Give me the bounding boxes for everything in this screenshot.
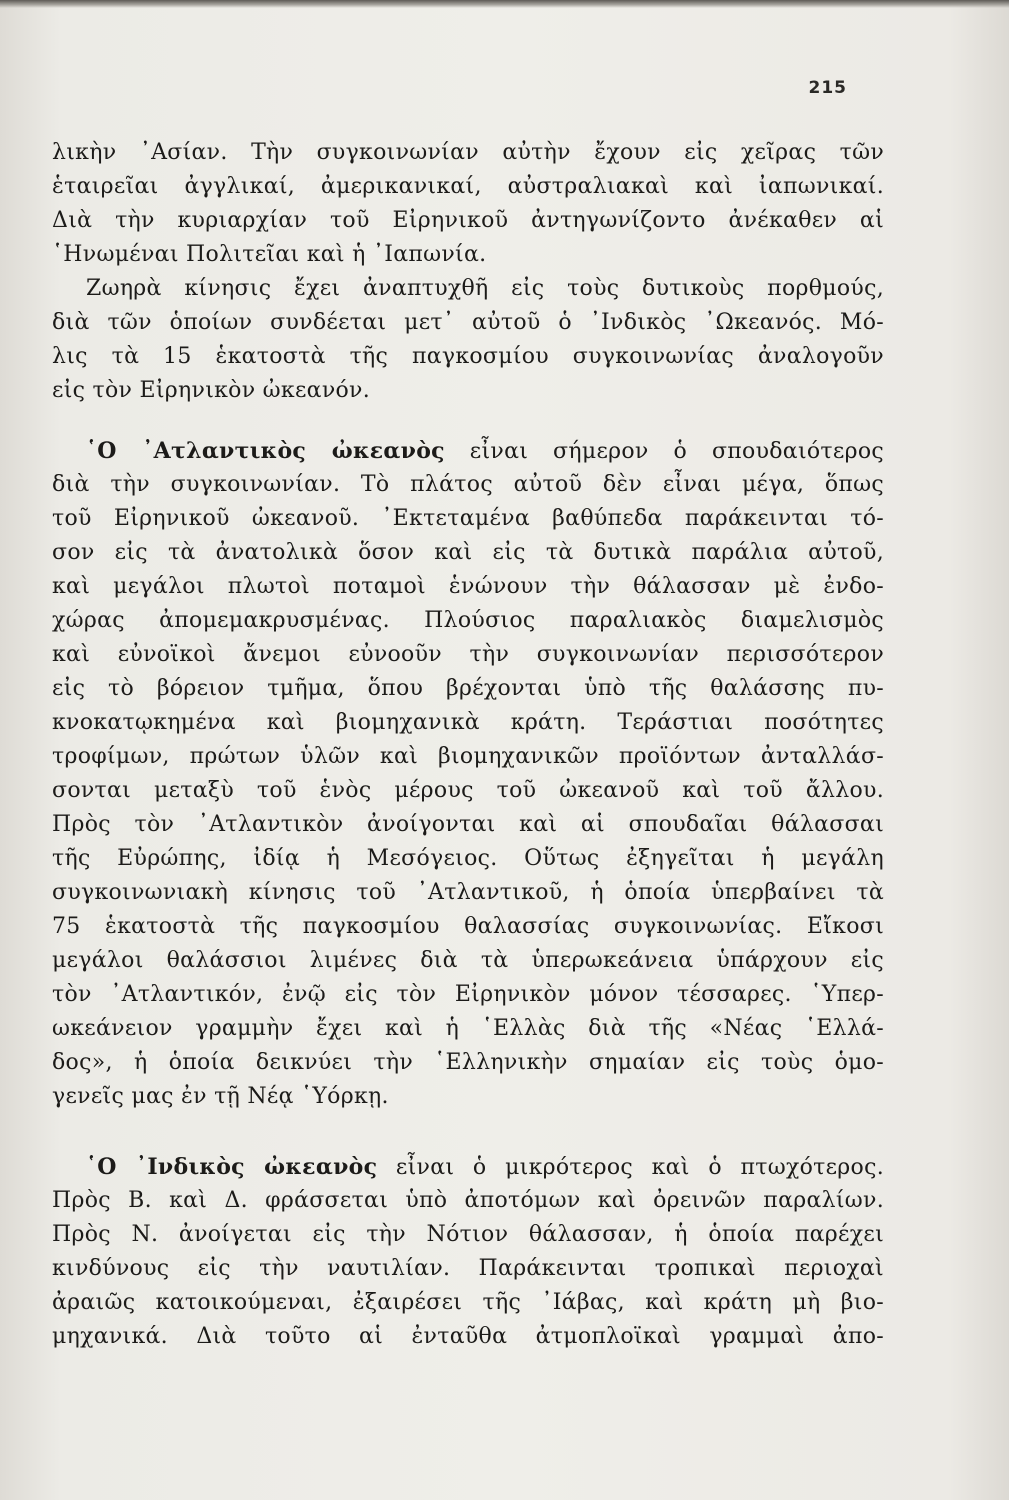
text-line: Πρὸς τὸν ᾿Ατλαντικὸν ἀνοίγονται καὶ αἱ σπουδαῖαι θάλασσαι <box>52 812 884 837</box>
text-line: λικὴν ᾿Ασίαν. Τὴν συγκοινωνίαν αὐτὴν ἔχουν εἰς χεῖρας τῶν <box>52 140 884 165</box>
text-line: κινδύνους εἰς τὴν ναυτιλίαν. Παράκεινται τροπικαὶ περιοχαὶ <box>52 1256 884 1281</box>
text-line: τοῦ Εἰρηνικοῦ ὠκεανοῦ. ᾿Εκτεταμένα βαθύπεδα παράκεινται τό- <box>52 506 884 531</box>
text-line: καὶ εὐνοϊκοὶ ἄνεμοι εὐνοοῦν τὴν συγκοινωνίαν περισσότερον <box>52 642 884 667</box>
text-line: ῾Ηνωμέναι Πολιτεῖαι καὶ ἡ ᾿Ιαπωνία. <box>52 242 487 267</box>
text-line: μηχανικά. Διὰ τοῦτο αἱ ἐνταῦθα ἀτμοπλοϊκαὶ γραμμαὶ ἀπο- <box>52 1324 884 1349</box>
text-line: γενεῖς μας ἐν τῇ Νέᾳ ῾Υόρκῃ. <box>52 1084 389 1109</box>
text-line <box>52 434 884 468</box>
text-line <box>52 1150 884 1184</box>
text-line: λις τὰ 15 ἑκατοστὰ τῆς παγκοσμίου συγκοινωνίας ἀναλογοῦν <box>52 344 884 369</box>
text-line: τροφίμων, πρώτων ὑλῶν καὶ βιομηχανικῶν προϊόντων ἀνταλλάσ- <box>52 744 884 769</box>
text-line: Ζωηρὰ κίνησις ἔχει ἀναπτυχθῆ εἰς τοὺς δυτικοὺς πορθμούς, <box>86 276 884 301</box>
text-line: Πρὸς Β. καὶ Δ. φράσσεται ὑπὸ ἀποτόμων καὶ ὀρεινῶν παραλίων. <box>52 1188 884 1213</box>
text-line: κνοκατῳκημένα καὶ βιομηχανικὰ κράτη. Τεράστιαι ποσότητες <box>52 710 884 735</box>
text-line: τῆς Εὐρώπης, ἰδίᾳ ἡ Μεσόγειος. Οὕτως ἐξηγεῖται ἡ μεγάλη <box>52 846 884 871</box>
text-line: ωκεάνειον γραμμὴν ἔχει καὶ ἡ ῾Ελλὰς διὰ τῆς «Νέας ῾Ελλά- <box>52 1016 884 1041</box>
section-term: ῾Ο ᾿Ινδικὸς ὠκεανὸς <box>86 1154 378 1180</box>
text-line: τὸν ᾿Ατλαντικόν, ἐνῷ εἰς τὸν Εἰρηνικὸν μόνον τέσσαρες. ῾Υπερ- <box>52 982 884 1007</box>
text-line: σονται μεταξὺ τοῦ ἑνὸς μέρους τοῦ ὠκεανοῦ καὶ τοῦ ἄλλου. <box>52 778 884 803</box>
text-line: εἰς τὸν Εἰρηνικὸν ὠκεανόν. <box>52 378 371 403</box>
text-line: καὶ μεγάλοι πλωτοὶ ποταμοὶ ἑνώνουν τὴν θάλασσαν μὲ ἐνδο- <box>52 574 884 599</box>
text-line: διὰ τὴν συγκοινωνίαν. Τὸ πλάτος αὐτοῦ δὲν εἶναι μέγα, ὅπως <box>52 472 884 497</box>
paragraph-atlantic <box>52 434 884 1114</box>
paragraph <box>52 136 884 272</box>
text-line: μεγάλοι θαλάσσιοι λιμένες διὰ τὰ ὑπερωκεάνεια ὑπάρχουν εἰς <box>52 948 884 973</box>
text-span: εἶναι ὁ μικρότερος καὶ ὁ πτωχότερος. <box>377 1155 884 1180</box>
paragraph-indian <box>52 1150 884 1354</box>
text-line: ἀραιῶς κατοικούμεναι, ἐξαιρέσει τῆς ᾿Ιάβας, καὶ κράτη μὴ βιο- <box>52 1290 884 1315</box>
text-line: Πρὸς Ν. ἀνοίγεται εἰς τὴν Νότιον θάλασσαν, ἡ ὁποία παρέχει <box>52 1222 884 1247</box>
body-text <box>52 136 884 1354</box>
text-line: Διὰ τὴν κυριαρχίαν τοῦ Εἰρηνικοῦ ἀντηγωνίζοντο ἀνέκαθεν αἱ <box>52 208 884 233</box>
text-line: χώρας ἀπομεμακρυσμένας. Πλούσιος παραλιακὸς διαμελισμὸς <box>52 608 884 633</box>
text-line: σον εἰς τὰ ἀνατολικὰ ὅσον καὶ εἰς τὰ δυτικὰ παράλια αὐτοῦ, <box>52 540 884 565</box>
section-term: ῾Ο ᾿Ατλαντικὸς ὠκεανὸς <box>86 438 445 464</box>
text-line: ἑταιρεῖαι ἀγγλικαί, ἀμερικανικαί, αὐστραλιακαὶ καὶ ἰαπωνικαί. <box>52 174 884 199</box>
text-line: εἰς τὸ βόρειον τμῆμα, ὅπου βρέχονται ὑπὸ τῆς θαλάσσης πυ- <box>52 676 884 701</box>
paragraph <box>52 272 884 408</box>
text-line: διὰ τῶν ὁποίων συνδέεται μετ᾿ αὐτοῦ ὁ ᾿Ινδικὸς ᾿Ωκεανός. Μό- <box>52 310 884 335</box>
text-line: δος», ἡ ὁποία δεικνύει τὴν ῾Ελληνικὴν σημαίαν εἰς τοὺς ὁμο- <box>52 1050 884 1075</box>
page-number: 215 <box>808 78 847 98</box>
text-line: 75 ἑκατοστὰ τῆς παγκοσμίου θαλασσίας συγκοινωνίας. Εἴκοσι <box>52 914 884 939</box>
text-line: συγκοινωνιακὴ κίνησις τοῦ ᾿Ατλαντικοῦ, ἡ ὁποία ὑπερβαίνει τὰ <box>52 880 884 905</box>
text-span: εἶναι σήμερον ὁ σπουδαιότερος <box>444 439 884 464</box>
page-top-edge <box>0 0 1009 8</box>
